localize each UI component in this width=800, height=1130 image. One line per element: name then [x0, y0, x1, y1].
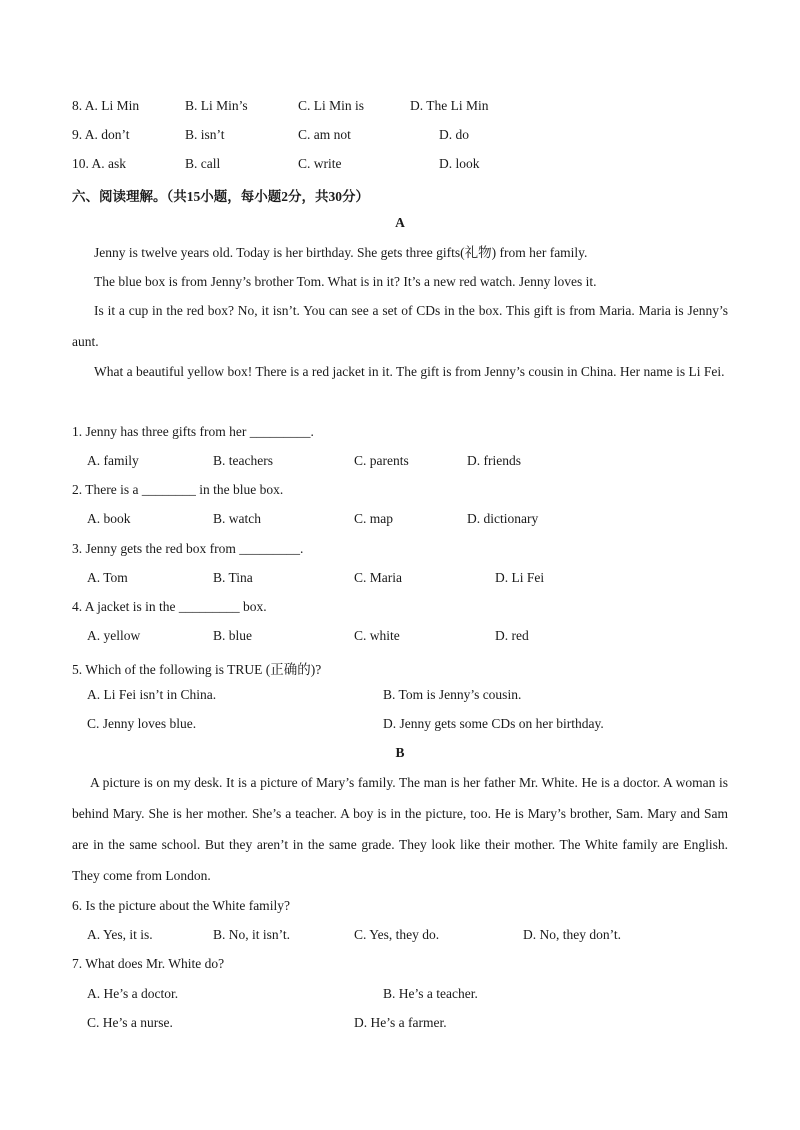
passage-a-paragraph-2: The blue box is from Jenny’s brother Tom. What is in it? It’s a new red watch. Jenny loves it.: [94, 274, 597, 289]
passage-b-label: B: [395, 745, 405, 760]
option-a: A. Yes, it is.: [87, 927, 153, 942]
option-b: B. No, it isn’t.: [213, 927, 291, 942]
passage-a-paragraph-3: Is it a cup in the red box? No, it isn’t. You can see a set of CDs in the box. This gift is from Maria. Maria is Jenny’s aunt.: [72, 303, 728, 349]
option-d: D. friends: [467, 453, 521, 468]
option-b: B. Tina: [213, 570, 253, 585]
option-d: D. Li Fei: [495, 570, 545, 585]
option-a: A. book: [87, 511, 131, 526]
option-b: B. blue: [213, 628, 252, 643]
option-b: B. Li Min’s: [185, 98, 248, 113]
option-d: D. The Li Min: [410, 98, 489, 113]
option-c: C. write: [298, 156, 342, 171]
option-b: B. He’s a teacher.: [383, 986, 478, 1001]
passage-a-paragraph-4: What a beautiful yellow box! There is a red jacket in it. The gift is from Jenny’s cousin in China. Her name is Li Fei.: [94, 364, 725, 379]
option-d: D. Jenny gets some CDs on her birthday.: [383, 716, 604, 731]
option-b: B. watch: [213, 511, 261, 526]
option-b: B. isn’t: [185, 127, 225, 142]
option-a: 9. A. don’t: [72, 127, 130, 142]
option-d: D. dictionary: [467, 511, 539, 526]
option-d: D. look: [439, 156, 480, 171]
option-c: C. white: [354, 628, 400, 643]
option-b: B. teachers: [213, 453, 273, 468]
option-a: A. He’s a doctor.: [87, 986, 179, 1001]
option-a: A. Li Fei isn’t in China.: [87, 687, 217, 702]
question-stem: 2. There is a ________ in the blue box.: [72, 482, 284, 497]
option-d: D. No, they don’t.: [523, 927, 621, 942]
question-stem: 5. Which of the following is TRUE (正确的)?: [72, 662, 322, 677]
option-c: C. Yes, they do.: [354, 927, 440, 942]
option-c: C. Li Min is: [298, 98, 365, 113]
passage-a-paragraph-1: Jenny is twelve years old. Today is her birthday. She gets three gifts(礼物) from her family.: [94, 245, 588, 260]
question-stem: 6. Is the picture about the White family?: [72, 898, 290, 913]
option-c: C. Jenny loves blue.: [87, 716, 197, 731]
question-stem: 7. What does Mr. White do?: [72, 956, 225, 971]
passage-b-paragraph-1: A picture is on my desk. It is a picture of Mary’s family. The man is her father Mr. White. He is a doctor. A woman is behind Mary. She is her mother. She’s a teacher. A boy is in the picture, too. He is Mary’s brother, Sam. Mary and Sam are in the same school. But they aren’t in the same grade. They look like their mother. The White family are English. They come from London.: [72, 775, 728, 883]
option-a: 8. A. Li Min: [72, 98, 140, 113]
option-a: A. family: [87, 453, 139, 468]
option-d: D. do: [439, 127, 469, 142]
option-a: 10. A. ask: [72, 156, 126, 171]
option-c: C. map: [354, 511, 393, 526]
option-c: C. Maria: [354, 570, 402, 585]
passage-a-label: A: [395, 215, 405, 230]
option-c: C. He’s a nurse.: [87, 1015, 173, 1030]
question-stem: 1. Jenny has three gifts from her _________.: [72, 424, 314, 439]
option-a: A. yellow: [87, 628, 141, 643]
option-a: A. Tom: [87, 570, 128, 585]
option-b: B. call: [185, 156, 221, 171]
option-c: C. am not: [298, 127, 351, 142]
question-stem: 4. A jacket is in the _________ box.: [72, 599, 267, 614]
option-c: C. parents: [354, 453, 409, 468]
section-heading: 六、阅读理解。（共15小题，每小题2分，共30分）: [72, 189, 369, 204]
question-stem: 3. Jenny gets the red box from _________.: [72, 541, 304, 556]
option-d: D. He’s a farmer.: [354, 1015, 447, 1030]
option-d: D. red: [495, 628, 529, 643]
option-b: B. Tom is Jenny’s cousin.: [383, 687, 522, 702]
